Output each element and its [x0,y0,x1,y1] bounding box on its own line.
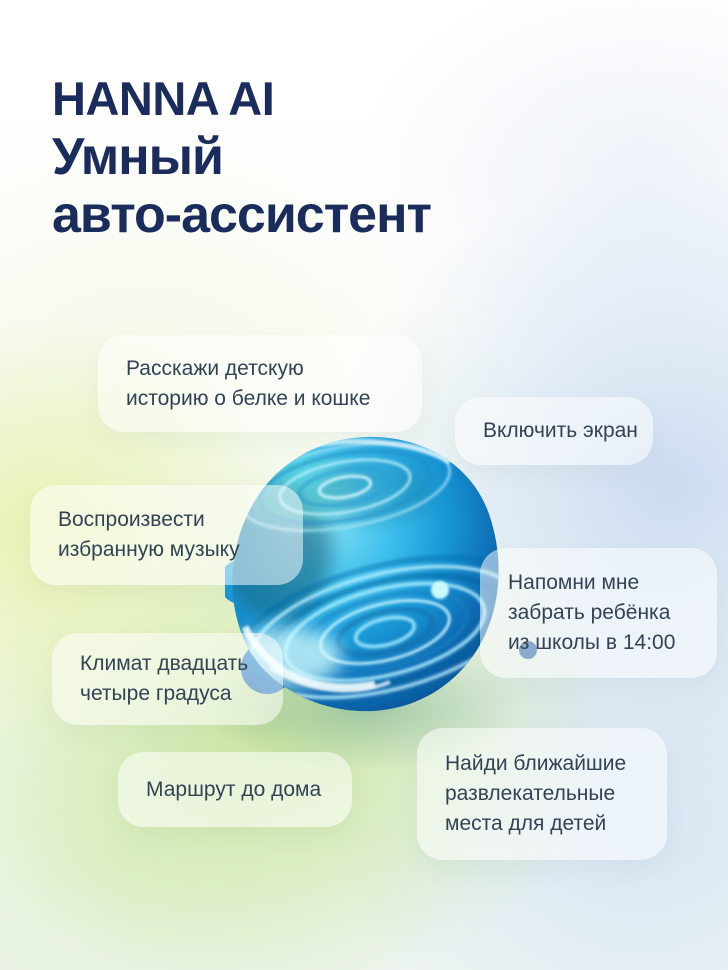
bubble-line: Напомни мне [508,571,640,594]
bubble-line: Маршрут до дома [146,777,322,801]
title-line-1: Умный [52,128,224,186]
suggestion-bubble-reminder[interactable] [480,548,717,678]
suggestion-bubble-climate[interactable] [52,633,283,725]
page-title [52,72,431,244]
bubble-line: Климат двадцать [80,652,249,675]
bubble-line: Расскажи детскую [126,356,304,380]
title-line-2: авто-ассистент [52,186,431,244]
bubble-line: Воспроизвести [58,508,205,531]
bubble-line: Найди ближайшие [445,752,627,775]
bubble-line: избранную музыку [58,538,240,561]
bubble-line: места для детей [445,812,607,835]
bubble-line: историю о белке и кошке [126,386,371,410]
brand-name: HANNA AI [52,72,275,125]
bubble-line: развлекательные [445,782,616,805]
bubble-line: забрать ребёнка [508,601,671,624]
suggestion-bubble-places[interactable] [417,728,667,860]
suggestion-bubble-story[interactable] [98,335,422,432]
bubble-line: Включить экран [483,419,638,442]
bubble-line: из школы в 14:00 [508,631,676,654]
suggestion-bubble-music[interactable] [30,485,303,585]
suggestion-bubble-route[interactable] [118,752,352,827]
suggestion-bubble-screen[interactable] [455,397,653,465]
bubble-line: четыре градуса [80,682,232,705]
